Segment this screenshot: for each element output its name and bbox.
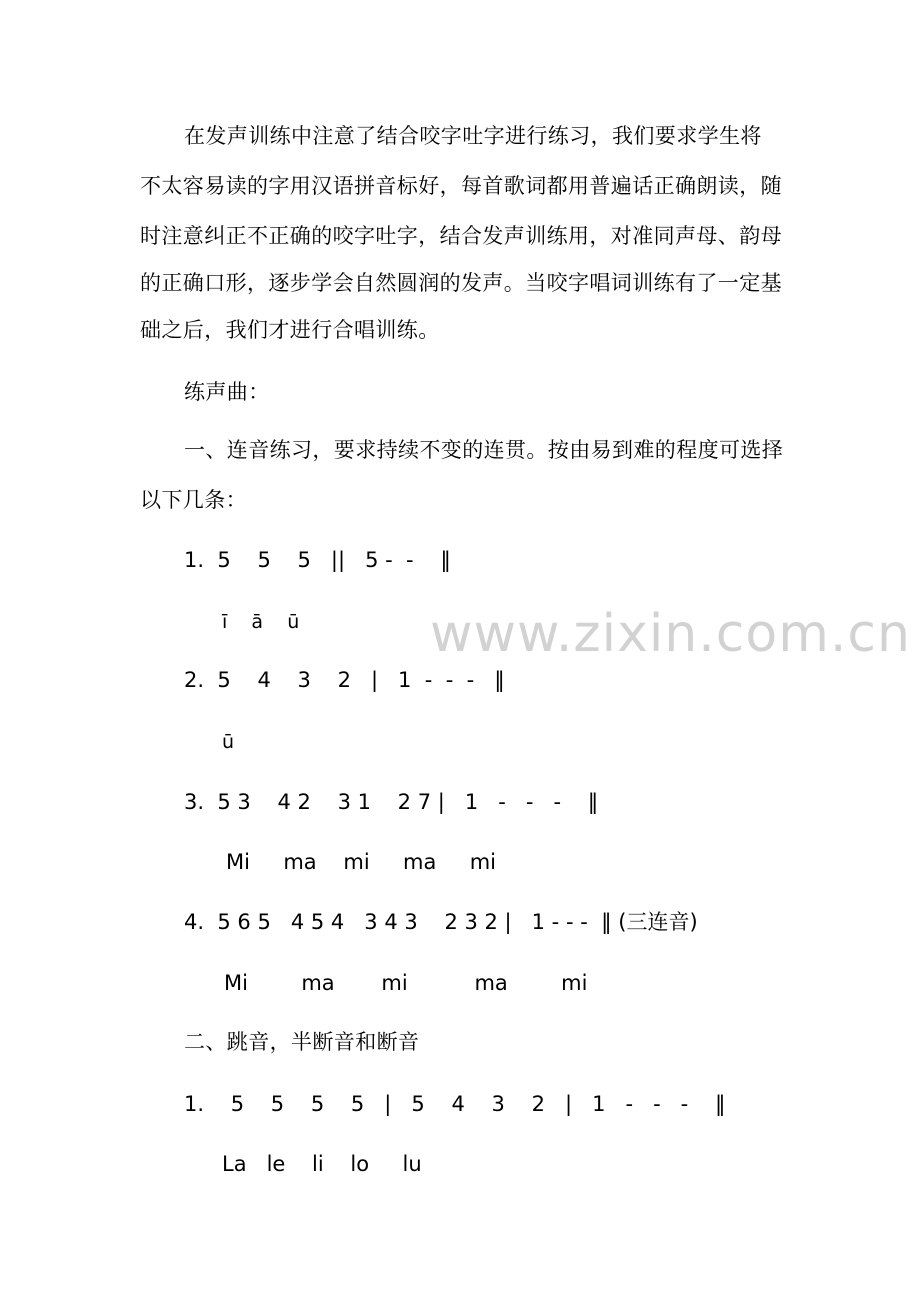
section-1-line-2: 以下几条： bbox=[140, 488, 247, 512]
paragraph-line-3: 时注意纠正不正确的咬字吐字，结合发声训练用，对准同声母、韵母 bbox=[140, 224, 782, 248]
exercise-heading: 练声曲： bbox=[184, 380, 270, 404]
paragraph-line-2: 不太容易读的字用汉语拼音标好，每首歌词都用普遍话正确朗读，随 bbox=[140, 174, 782, 198]
exercise-2-notation: 2. 5 4 3 2 | 1 - - - ‖ bbox=[184, 668, 505, 692]
exercise-4-lyric: Mi ma mi ma mi bbox=[224, 971, 588, 995]
exercise-3-notation: 3. 5 3 4 2 3 1 2 7 | 1 - - - ‖ bbox=[184, 790, 599, 814]
exercise-4-notation: 4. 5 6 5 4 5 4 3 4 3 2 3 2 | 1 - - - ‖ (三连音) bbox=[184, 910, 698, 934]
section-2-title: 二、跳音，半断音和断音 bbox=[184, 1030, 420, 1054]
paragraph-line-1: 在发声训练中注意了结合咬字吐字进行练习，我们要求学生将 bbox=[184, 124, 762, 148]
exercise-1-lyric: ī ā ū bbox=[222, 611, 300, 633]
exercise-5-notation: 1. 5 5 5 5 | 5 4 3 2 | 1 - - - ‖ bbox=[184, 1092, 726, 1116]
paragraph-line-4: 的正确口形，逐步学会自然圆润的发声。当咬字唱词训练有了一定基 bbox=[140, 271, 782, 295]
section-1-line-1: 一、连音练习，要求持续不变的连贯。按由易到难的程度可选择 bbox=[184, 438, 784, 462]
watermark: www.zixin.com.cn bbox=[430, 604, 911, 664]
exercise-2-lyric: ū bbox=[222, 731, 235, 753]
exercise-3-lyric: Mi ma mi ma mi bbox=[226, 850, 497, 874]
exercise-5-lyric: La le li lo lu bbox=[222, 1152, 422, 1176]
paragraph-line-5: 础之后，我们才进行合唱训练。 bbox=[140, 318, 440, 342]
exercise-1-notation: 1. 5 5 5 || 5 - - ‖ bbox=[184, 548, 451, 572]
